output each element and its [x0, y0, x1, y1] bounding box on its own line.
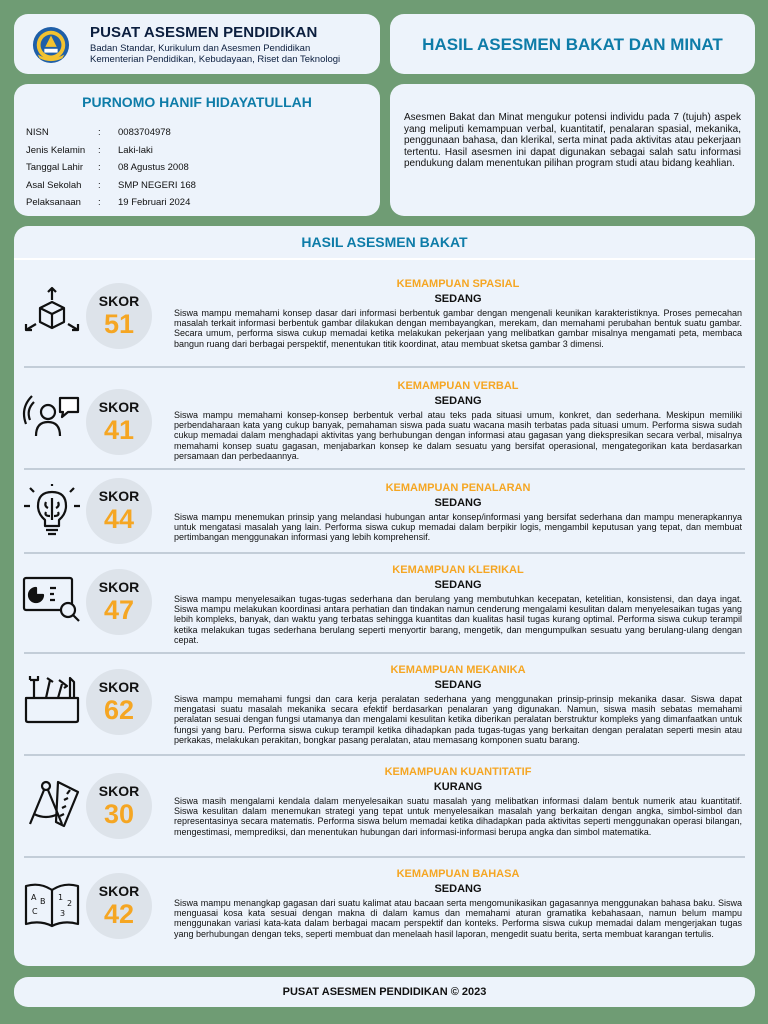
info-value: SMP NEGERI 168	[118, 179, 196, 191]
score-label: SKOR	[98, 399, 140, 415]
score-badge	[86, 283, 152, 349]
score-badge	[86, 873, 152, 939]
open-book-icon	[22, 880, 82, 932]
aspect-description: Siswa mampu memahami konsep-konsep berbentuk verbal atau teks pada situasi umum, konkret, dan sederhana. Meskipun memiliki perbendaharaan kata yang cukup banyak, pemahaman siswa pada suatu wacana masih terbatas pada situasi umum. Performa siswa sudah cukup memadai dalam menghadapi aktivitas yang berhubungan dengan informasi atau gagasan yang diekspresikan secara verbal, misalnya memahami konsep suatu gagasan, menjabarkan konsep ke dalam sesuatu yang bersifat operasional, mengategorikan kata berdasarkan persamaan dan perbedaannya.	[174, 410, 742, 461]
info-value: 19 Februari 2024	[118, 197, 191, 209]
aspect-section-mekanika	[14, 654, 755, 754]
header-org-card	[14, 14, 380, 74]
score-label: SKOR	[98, 783, 140, 799]
info-value: 0083704978	[118, 127, 171, 139]
description-card	[390, 84, 755, 216]
footer-text: PUSAT ASESMEN PENDIDIKAN © 2023	[282, 986, 487, 998]
report-title: HASIL ASESMEN BAKAT DAN MINAT	[422, 35, 723, 54]
student-info-card	[14, 84, 380, 216]
aspect-section-bahasa	[14, 858, 755, 962]
score-badge	[86, 478, 152, 544]
results-title: HASIL ASESMEN BAKAT	[301, 234, 468, 250]
aspect-description: Siswa mampu menangkap gagasan dari suatu kalimat atau bacaan serta mengomunikasikan gagasannya menggunakan bahasa baku. Siswa menguasai kosa kata sesuai dengan makna di dalam kamus dan memahami aturan gramatika kebahasaan, namun belum mampu menggunakan variasi kata-kata dalam berbagai macam perspektif dan konteks. Performa siswa cukup memadai dalam mengerjakan tugas yang berhubungan dengan teks, seperti membuat dan menelaah hasil laporan, mengedit suatu berita, serta membuat karangan tertulis.	[174, 898, 742, 939]
info-value: Laki-laki	[118, 144, 153, 156]
aspect-title: KEMAMPUAN BAHASA	[396, 868, 520, 880]
score-label: SKOR	[98, 679, 140, 695]
info-label: Pelaksanaan	[26, 197, 81, 209]
svg-text:1: 1	[58, 893, 64, 902]
results-card	[14, 226, 755, 966]
report-magnifier-icon	[22, 574, 82, 626]
aspect-level: SEDANG	[434, 883, 482, 895]
svg-text:2: 2	[67, 899, 73, 908]
aspect-section-spasial	[14, 262, 755, 366]
aspect-title: KEMAMPUAN KUANTITATIF	[384, 766, 532, 778]
svg-text:A: A	[31, 893, 37, 902]
score-value: 47	[103, 595, 135, 625]
info-row-birthdate: Tanggal Lahir : 08 Agustus 2008	[26, 162, 189, 174]
aspect-level: KURANG	[433, 781, 483, 793]
info-row-gender: Jenis Kelamin : Laki-laki	[26, 144, 153, 156]
info-value: 08 Agustus 2008	[118, 162, 189, 174]
info-row-school: Asal Sekolah : SMP NEGERI 168	[26, 179, 196, 191]
info-row-nisn: NISN : 0083704978	[26, 127, 171, 139]
aspect-section-klerikal	[14, 552, 755, 652]
toolbox-icon	[22, 674, 82, 726]
score-value: 51	[103, 309, 135, 339]
speaking-person-icon	[22, 392, 82, 444]
aspect-title: KEMAMPUAN PENALARAN	[385, 482, 531, 494]
header-title-card	[390, 14, 755, 74]
aspect-description: Siswa masih mengalami kendala dalam menyelesaikan suatu masalah yang melibatkan informasi dalam bentuk numerik atau kuantitatif. Siswa kesulitan dalam menemukan strategi yang tepat untuk menyelesaikan masalah yang berkaitan dengan angka, simbol-simbol dan representasinya secara matematis. Performa siswa belum memadai ketika dihadapkan pada aktivitas seperti menggunakan operasi bilangan, mengestimasi, memprediksi, dan menentukan hubungan dari informasi-informasi berupa angka dan simbol matematika.	[174, 796, 742, 837]
score-badge	[86, 569, 152, 635]
aspect-level: SEDANG	[434, 579, 482, 591]
lightbulb-brain-icon	[22, 484, 82, 536]
info-label: Tanggal Lahir	[26, 162, 84, 174]
aspect-level: SEDANG	[434, 679, 482, 691]
info-label: Asal Sekolah	[26, 179, 82, 191]
aspect-section-verbal	[14, 368, 755, 468]
student-info-table	[26, 124, 196, 212]
info-label: Jenis Kelamin	[26, 144, 86, 156]
score-badge	[86, 669, 152, 735]
score-label: SKOR	[98, 579, 140, 595]
aspect-description: Siswa mampu memahami fungsi dan cara kerja peralatan sederhana yang menggunakan prinsip-prinsip mekanika dasar. Siswa dapat mengatasi suatu masalah mekanika secara efektif berdasarkan penalaran yang digunakan. Namun, siswa masih sebatas memahami peralatan sesuai dengan fungsi utamanya dan mengalami kesulitan ketika diberikan peralatan berstruktur kompleks yang dimanfaatkan untuk fungsi yang baru. Performa siswa cukup terampil ketika dihadapkan pada tugas-tugas yang berkaitan dengan peralatan seperti mesin atau perkakas, melakukan perakitan, bongkar pasang peralatan, atau memasang komponen suatu barang.	[174, 694, 742, 745]
svg-text:3: 3	[60, 909, 66, 918]
cube-3d-icon	[22, 284, 82, 336]
score-value: 30	[103, 799, 135, 829]
aspect-section-kuantitatif	[14, 756, 755, 856]
aspect-level: SEDANG	[434, 293, 482, 305]
aspect-title: KEMAMPUAN SPASIAL	[396, 278, 520, 290]
aspect-section-penalaran	[14, 470, 755, 550]
aspect-title: KEMAMPUAN MEKANIKA	[390, 664, 526, 676]
svg-text:B: B	[40, 897, 46, 906]
score-label: SKOR	[98, 883, 140, 899]
footer	[14, 977, 755, 1007]
aspect-description: Siswa mampu menyelesaikan tugas-tugas sederhana dan berulang yang membutuhkan kecepatan, ketelitian, konsistensi, dan daya ingat. Siswa mampu melakukan koordinasi antara perhatian dan tindakan namun cenderung mengalami kesulitan dalam menyelesaikan tugas yang lebih kompleks, banyak, dan waktu yang terbatas sehingga kuantitas dan kualitas hasil tugas kurang optimal. Performa siswa cukup terampil ketika melakukan tugas sederhana berulang seperti menyortir barang, mengetik, dan mengumpulkan sesuatu yang berulang-ulang dengan cepat.	[174, 594, 742, 645]
score-badge	[86, 389, 152, 455]
score-value: 44	[103, 504, 135, 534]
info-label: NISN	[26, 127, 49, 139]
aspect-title: KEMAMPUAN VERBAL	[397, 380, 519, 392]
score-badge	[86, 773, 152, 839]
student-name: PURNOMO HANIF HIDAYATULLAH	[82, 94, 312, 110]
aspect-description: Siswa mampu menemukan prinsip yang melandasi hubungan antar konsep/informasi yang bersifat sederhana dan mampu menerapkannya untuk mengatasi masalah yang lain. Performa siswa cukup memadai dalam berpikir logis, mengambil keputusan yang tepat, dan membuat pertimbangan menggunakan informasi yang lebih komprehensif.	[174, 512, 742, 543]
aspect-level: SEDANG	[434, 497, 482, 509]
score-value: 62	[103, 695, 135, 725]
org-title: PUSAT ASESMEN PENDIDIKAN	[90, 24, 318, 41]
score-value: 42	[103, 899, 135, 929]
org-subtitle-1: Badan Standar, Kurikulum dan Asesmen Pendidikan	[90, 43, 311, 54]
aspect-description: Siswa mampu memahami konsep dasar dari informasi berbentuk gambar dengan mengenali keunikan karakteristiknya. Proses pemecahan masalah terkait informasi berbentuk gambar dilakukan dengan membayangkan, merekam, dan memahami perubahan bentuk suatu gambar. Secara umum, performa siswa cukup memadai ketika melakukan pekerjaan yang melibatkan gambar misalnya mengamati peta, membaca bangun ruang dari berbagai perspektif, menentukan titik koordinat, atau membuat sketsa gambar 3 dimensi.	[174, 308, 742, 349]
score-label: SKOR	[98, 293, 140, 309]
svg-text:C: C	[32, 907, 38, 916]
aspect-title: KEMAMPUAN KLERIKAL	[392, 564, 524, 576]
score-label: SKOR	[98, 488, 140, 504]
tut-wuri-handayani-logo	[32, 26, 70, 64]
aspect-level: SEDANG	[434, 395, 482, 407]
compass-ruler-icon	[22, 778, 82, 830]
org-subtitle-2: Kementerian Pendidikan, Kebudayaan, Riset dan Teknologi	[90, 54, 341, 65]
info-row-date: Pelaksanaan : 19 Februari 2024	[26, 197, 191, 209]
assessment-description: Asesmen Bakat dan Minat mengukur potensi individu pada 7 (tujuh) aspek yang meliputi kemampuan verbal, kuantitatif, penalaran spasial, mekanika, penggunaan bahasa, dan klerikal, serta minat pada aktivitas atau pekerjaan tertentu. Hasil asesmen ini dapat digunakan sebagai salah satu informasi pendukung dalam menentukan pilihan program studi atau bidang keahlian.	[404, 112, 741, 170]
score-value: 41	[103, 415, 135, 445]
